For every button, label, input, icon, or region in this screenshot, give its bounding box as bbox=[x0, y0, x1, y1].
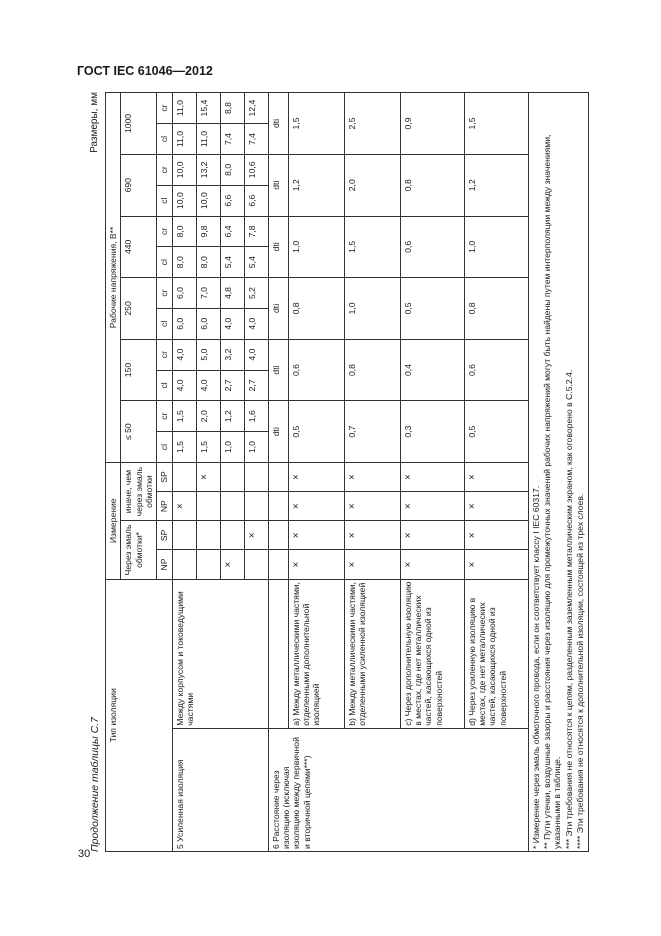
value-cell: 1,5 bbox=[288, 93, 344, 155]
row-sub-label: b) Между металлическими частями, отделенными усиленной изоляцией bbox=[344, 579, 400, 728]
cl-label: cl bbox=[157, 370, 172, 401]
cl-label: cl bbox=[157, 432, 172, 463]
value-cell: 8,8 bbox=[220, 93, 244, 124]
page-number: 30 bbox=[78, 848, 91, 860]
value-cell: 7,0 bbox=[196, 278, 220, 309]
value-cell: 4,0 bbox=[220, 308, 244, 339]
value-cell: 4,0 bbox=[172, 339, 196, 370]
mark-x: × bbox=[400, 492, 464, 521]
value-cell: 1,5 bbox=[196, 432, 220, 463]
value-cell: 4,0 bbox=[244, 308, 268, 339]
row-sub-label: d) Через усиленную изоляцию в местах, где нет металлических частей, касающихся одной из поверхностей bbox=[464, 579, 528, 728]
value-cell: 0,9 bbox=[400, 93, 464, 155]
table-row bbox=[268, 93, 288, 852]
mark-x: × bbox=[196, 462, 220, 491]
np-label: NP bbox=[157, 492, 172, 521]
value-cell: 0,5 bbox=[400, 278, 464, 340]
value-cell: 0,4 bbox=[400, 339, 464, 401]
value-cell: 11,0 bbox=[172, 124, 196, 155]
value-cell: 6,0 bbox=[196, 308, 220, 339]
value-cell: 1,2 bbox=[464, 154, 528, 216]
mark-x: × bbox=[400, 462, 464, 491]
cr-label: cr bbox=[157, 278, 172, 309]
units-label: Размеры, мм bbox=[89, 92, 100, 153]
value-cell: 10,0 bbox=[196, 185, 220, 216]
value-cell: 5,4 bbox=[244, 247, 268, 278]
sp-label: SP bbox=[157, 521, 172, 550]
row-sub-label: Между корпусом и токоведущими частями bbox=[172, 579, 268, 728]
value-cell: 4,8 bbox=[220, 278, 244, 309]
mark-x: × bbox=[464, 550, 528, 579]
table-caption: Продолжение таблицы С.7 bbox=[89, 717, 101, 852]
dti-label: dti bbox=[268, 93, 288, 155]
footnotes bbox=[528, 93, 589, 852]
value-cell: 0,5 bbox=[464, 401, 528, 463]
mark-x: × bbox=[344, 492, 400, 521]
value-cell: 1,0 bbox=[244, 432, 268, 463]
sp-label: SP bbox=[157, 462, 172, 491]
value-cell: 6,6 bbox=[244, 185, 268, 216]
value-cell: 0,7 bbox=[344, 401, 400, 463]
value-cell: 4,0 bbox=[196, 370, 220, 401]
value-cell: 15,4 bbox=[196, 93, 220, 124]
voltage-150: 150 bbox=[121, 339, 157, 401]
value-cell: 1,5 bbox=[344, 216, 400, 278]
value-cell: 1,5 bbox=[464, 93, 528, 155]
col-voltage-header: Рабочие напряжения, В** bbox=[106, 93, 121, 463]
value-cell: 1,6 bbox=[244, 401, 268, 432]
cl-label: cl bbox=[157, 308, 172, 339]
value-cell: 2,7 bbox=[220, 370, 244, 401]
value-cell: 0,8 bbox=[464, 278, 528, 340]
value-cell: 1,5 bbox=[172, 401, 196, 432]
cr-label: cr bbox=[157, 339, 172, 370]
cr-label: cr bbox=[157, 93, 172, 124]
value-cell: 1,0 bbox=[220, 432, 244, 463]
value-cell: 8,0 bbox=[172, 247, 196, 278]
value-cell: 5,0 bbox=[196, 339, 220, 370]
value-cell: 0,3 bbox=[400, 401, 464, 463]
footnote: ** Пути утечки, воздушные зазоры и расстояния через изоляцию для промежуточных значений рабочих напряжений могут быть найдены путем интерполяции между значениями, указанными в таблице. bbox=[541, 134, 563, 849]
footnote: * Измерение через эмаль обмоточного провода, если он соответствует классу I IEC 60317. bbox=[530, 485, 541, 849]
dti-label: dti bbox=[268, 339, 288, 401]
row-sub-label: a) Между металлическими частями, отделенными дополнительной изоляцией bbox=[288, 579, 344, 728]
value-cell: 0,8 bbox=[344, 339, 400, 401]
value-cell: 0,5 bbox=[288, 401, 344, 463]
voltage-250: 250 bbox=[121, 278, 157, 340]
cr-label: cr bbox=[157, 216, 172, 247]
table-row bbox=[172, 93, 196, 852]
mark-x: × bbox=[220, 550, 244, 579]
footnote: *** Эти требования не относятся к цепям, разделенным заземленным металлическим экраном, как оговорено в С.5.2.4. bbox=[563, 369, 574, 849]
value-cell: 1,2 bbox=[288, 154, 344, 216]
rotated-table-page bbox=[85, 92, 597, 852]
cr-label: cr bbox=[157, 154, 172, 185]
value-cell: 10,0 bbox=[172, 154, 196, 185]
value-cell: 0,8 bbox=[288, 278, 344, 340]
mark-x: × bbox=[288, 492, 344, 521]
value-cell: 0,6 bbox=[464, 339, 528, 401]
insulation-table bbox=[105, 92, 589, 852]
value-cell: 8,0 bbox=[220, 154, 244, 185]
voltage-1000: 1000 bbox=[121, 93, 157, 155]
value-cell: 2,5 bbox=[344, 93, 400, 155]
value-cell: 4,0 bbox=[172, 370, 196, 401]
value-cell: 2,0 bbox=[196, 401, 220, 432]
value-cell: 6,6 bbox=[220, 185, 244, 216]
value-cell: 2,0 bbox=[344, 154, 400, 216]
mark-x: × bbox=[288, 462, 344, 491]
dti-label: dti bbox=[268, 154, 288, 216]
cl-label: cl bbox=[157, 124, 172, 155]
col-through-enamel: Через эмаль обмотки* bbox=[121, 521, 157, 579]
value-cell: 1,2 bbox=[220, 401, 244, 432]
value-cell: 0,6 bbox=[288, 339, 344, 401]
value-cell: 11,0 bbox=[172, 93, 196, 124]
np-label: NP bbox=[157, 550, 172, 579]
cl-label: cl bbox=[157, 185, 172, 216]
voltage-690: 690 bbox=[121, 154, 157, 216]
value-cell: 10,0 bbox=[172, 185, 196, 216]
value-cell: 11,0 bbox=[196, 124, 220, 155]
value-cell: 6,0 bbox=[172, 278, 196, 309]
value-cell: 13,2 bbox=[196, 154, 220, 185]
value-cell: 10,6 bbox=[244, 154, 268, 185]
value-cell: 1,0 bbox=[464, 216, 528, 278]
value-cell: 7,8 bbox=[244, 216, 268, 247]
mark-x: × bbox=[288, 550, 344, 579]
value-cell: 2,7 bbox=[244, 370, 268, 401]
mark-x: × bbox=[172, 492, 196, 521]
col-measure-header: Измерение bbox=[106, 462, 121, 579]
mark-x: × bbox=[344, 550, 400, 579]
col-other-enamel: иначе, чем через эмаль обмотки bbox=[121, 462, 157, 520]
header-row-1 bbox=[106, 93, 121, 852]
mark-x: × bbox=[288, 521, 344, 550]
row-type-label: 5 Усиленная изоляция bbox=[172, 728, 268, 851]
mark-x: × bbox=[400, 521, 464, 550]
mark-x: × bbox=[400, 550, 464, 579]
value-cell: 7,4 bbox=[244, 124, 268, 155]
value-cell: 6,4 bbox=[220, 216, 244, 247]
document-header: ГОСТ IEC 61046—2012 bbox=[77, 64, 213, 78]
value-cell: 8,0 bbox=[172, 216, 196, 247]
footnote: **** Эти требования не относятся к дополнительной изоляции, состоящей из трех слоев. bbox=[574, 493, 585, 849]
value-cell: 9,8 bbox=[196, 216, 220, 247]
value-cell: 5,2 bbox=[244, 278, 268, 309]
row-type-label: 6 Расстояние через изоляцию (исключая изоляцию между первичной и вторичной цепями***) bbox=[268, 728, 528, 851]
cl-label: cl bbox=[157, 247, 172, 278]
table-row bbox=[528, 93, 589, 852]
mark-x: × bbox=[244, 521, 268, 550]
value-cell: 0,8 bbox=[400, 154, 464, 216]
value-cell: 6,0 bbox=[172, 308, 196, 339]
dti-label: dti bbox=[268, 401, 288, 463]
voltage-440: 440 bbox=[121, 216, 157, 278]
mark-x: × bbox=[464, 462, 528, 491]
mark-x: × bbox=[344, 462, 400, 491]
value-cell: 1,0 bbox=[344, 278, 400, 340]
mark-x: × bbox=[464, 521, 528, 550]
cr-label: cr bbox=[157, 401, 172, 432]
row-sub-label: c) Через дополнительную изоляцию в местах, где нет металлических частей, касающихся одной из поверхностей bbox=[400, 579, 464, 728]
col-type-header: Тип изоляции bbox=[106, 579, 173, 851]
value-cell: 7,4 bbox=[220, 124, 244, 155]
dti-label: dti bbox=[268, 278, 288, 340]
mark-x: × bbox=[344, 521, 400, 550]
value-cell: 4,0 bbox=[244, 339, 268, 370]
value-cell: 12,4 bbox=[244, 93, 268, 124]
value-cell: 8,0 bbox=[196, 247, 220, 278]
mark-x: × bbox=[464, 492, 528, 521]
value-cell: 5,4 bbox=[220, 247, 244, 278]
dti-label: dti bbox=[268, 216, 288, 278]
value-cell: 1,0 bbox=[288, 216, 344, 278]
value-cell: 0,6 bbox=[400, 216, 464, 278]
voltage-50: ≤ 50 bbox=[121, 401, 157, 463]
value-cell: 3,2 bbox=[220, 339, 244, 370]
value-cell: 1,5 bbox=[172, 432, 196, 463]
